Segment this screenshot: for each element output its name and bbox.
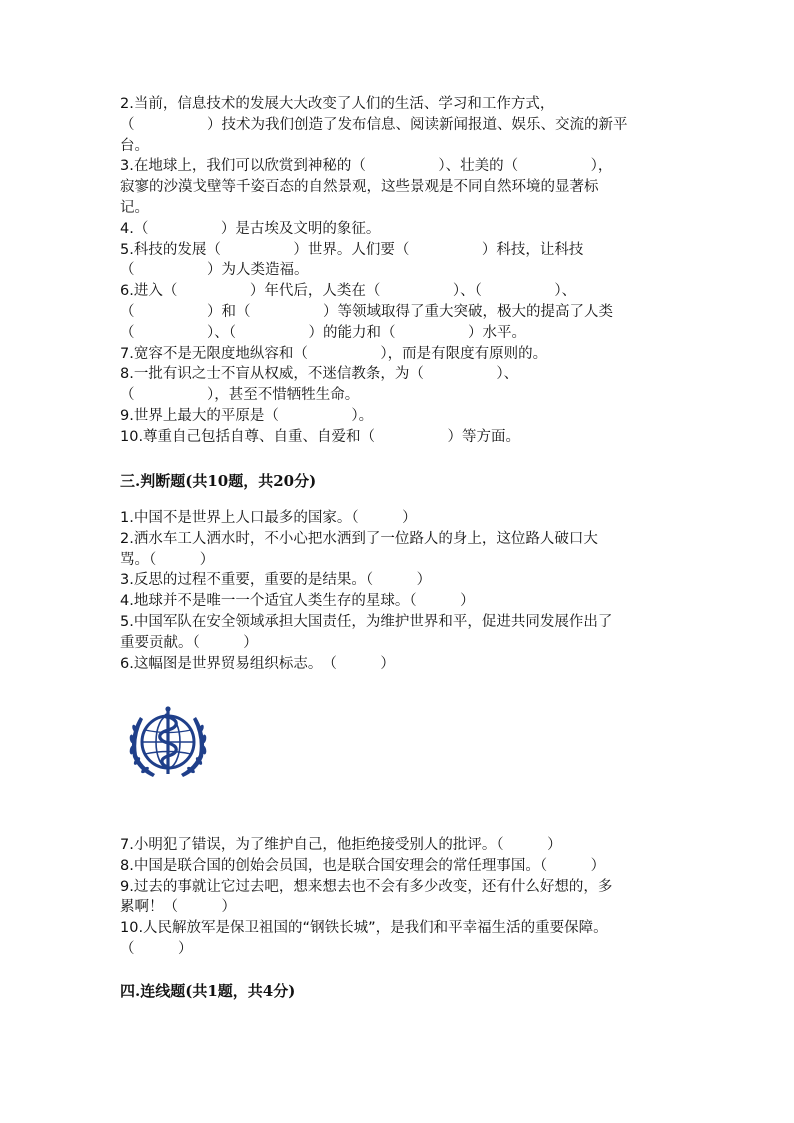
question-line: 2.洒水车工人洒水时，不小心把水洒到了一位路人的身上，这位路人破口大 <box>120 530 598 547</box>
question-line: 重要贡献。（ ） <box>120 634 258 651</box>
question-line: 8.中国是联合国的创始会员国，也是联合国安理会的常任理事国。（ ） <box>120 857 606 874</box>
question-line: （ ），甚至不惜牺牲生命。 <box>120 387 360 404</box>
question-line: 10.人民解放军是保卫祖国的“钢铁长城”，是我们和平幸福生活的重要保障。 <box>120 920 608 937</box>
question-line: 7.小明犯了错误，为了维护自己，他拒绝接受别人的批评。（ ） <box>120 837 562 853</box>
question-line: 6.这幅图是世界贸易组织标志。 （ ） <box>120 655 395 672</box>
judgment-questions-b <box>120 835 680 960</box>
question-line: 5.科技的发展（ ）世界。人们要（ ）科技，让科技 <box>120 241 584 258</box>
question-line: 3.在地球上，我们可以欣赏到神秘的（ ）、壮美的（ ）， <box>120 158 613 175</box>
question-line: 累啊！（ ） <box>120 899 236 916</box>
question-line: 2.当前，信息技术的发展大大改变了人们的生活、学习和工作方式， <box>120 96 555 112</box>
question-line: 3.反思的过程不重要，重要的是结果。（ ） <box>120 572 432 589</box>
question-line: （ ）、（ ）的能力和（ ）水平。 <box>120 324 526 341</box>
question-line: 6.进入（ ）年代后，人类在（ ）、（ ）、 <box>120 283 577 300</box>
who-emblem-icon <box>123 705 213 785</box>
question-line: 寂寥的沙漠戈壁等千姿百态的自然景观，这些景观是不同自然环境的显著标 <box>120 179 599 196</box>
judgment-questions-a <box>120 508 680 674</box>
section-heading-matching: 四.连线题(共1题，共4分) <box>120 982 296 1000</box>
question-line: 8.一批有识之士不盲从权威，不迷信教条，为（ ）、 <box>120 366 519 383</box>
question-line: 10.尊重自己包括自尊、自重、自爱和（ ）等方面。 <box>120 428 521 445</box>
section-heading-judgment: 三.判断题(共10题，共20分) <box>120 472 317 490</box>
question-line: （ ） <box>120 940 193 957</box>
question-line: 1.中国不是世界上人口最多的国家。（ ） <box>120 510 417 526</box>
question-line: （ ）技术为我们创造了发布信息、阅读新闻报道、娱乐、交流的新平 <box>120 116 628 133</box>
question-line: 台。 <box>120 137 149 154</box>
question-line: 9.世界上最大的平原是（ ）。 <box>120 407 374 424</box>
question-line: 4.地球并不是唯一一个适宜人类生存的星球。（ ） <box>120 593 475 610</box>
question-line: 5.中国军队在安全领域承担大国责任，为维护世界和平，促进共同发展作出了 <box>120 613 613 630</box>
question-line: 记。 <box>120 199 149 216</box>
fill-in-questions <box>120 94 680 448</box>
question-line: 4.（ ）是古埃及文明的象征。 <box>120 220 381 237</box>
question-line: （ ）为人类造福。 <box>120 262 309 279</box>
question-line: 7.宽容不是无限度地纵容和（ ），而是有限度有原则的。 <box>120 345 548 362</box>
question-line: 9.过去的事就让它过去吧，想来想去也不会有多少改变，还有什么好想的，多 <box>120 878 613 895</box>
question-line: （ ）和（ ）等领域取得了重大突破，极大的提高了人类 <box>120 303 613 320</box>
question-line: 骂。（ ） <box>120 551 215 568</box>
